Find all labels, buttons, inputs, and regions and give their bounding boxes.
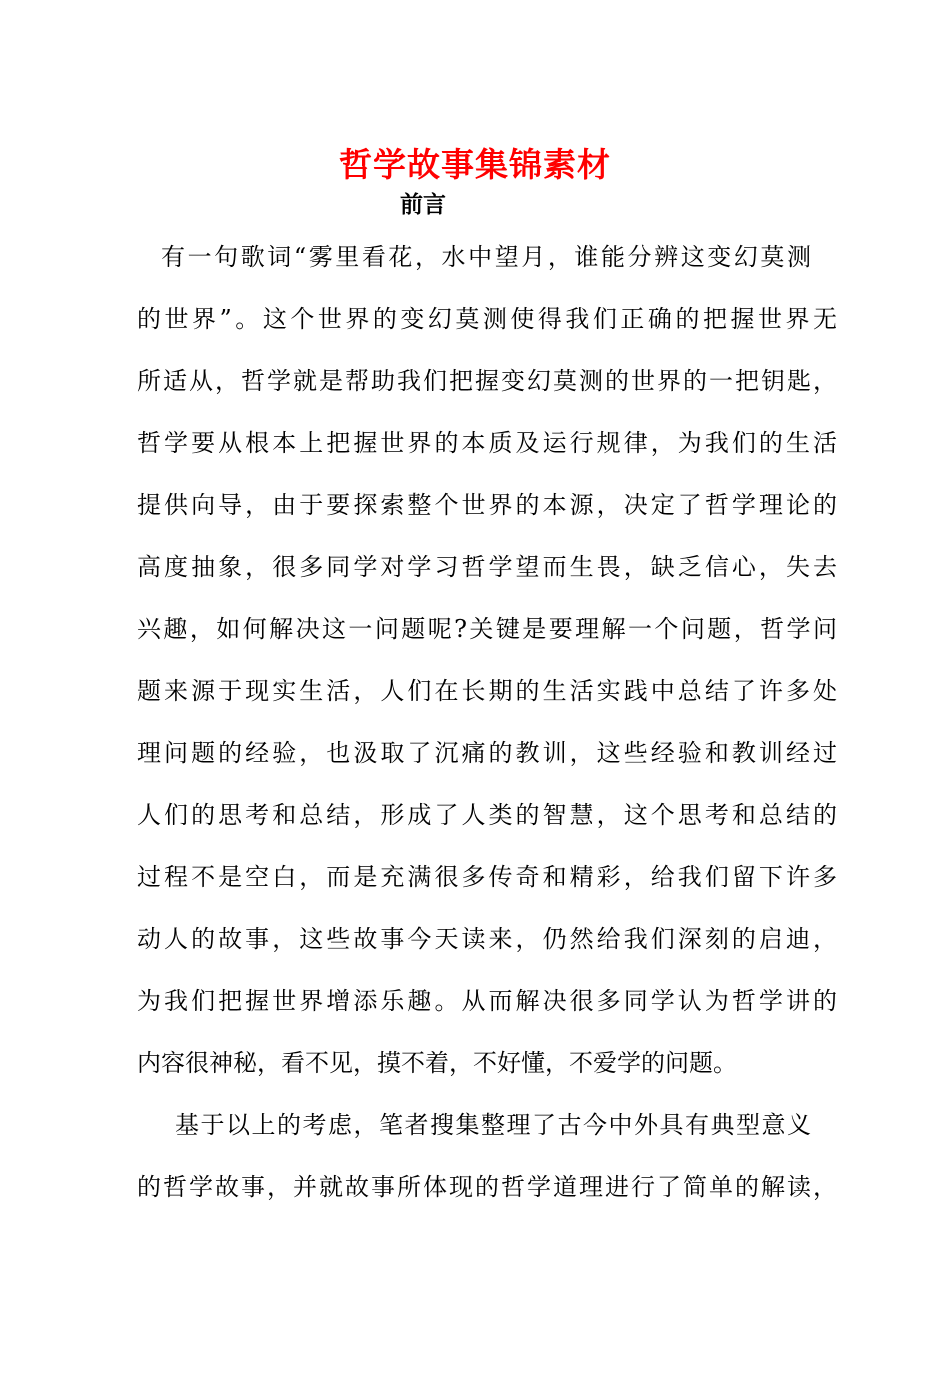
text-line: 题来源于现实生活，人们在长期的生活实践中总结了许多处 bbox=[137, 677, 837, 705]
text-line: 人们的思考和总结，形成了人类的智慧，这个思考和总结的 bbox=[137, 801, 837, 829]
text-line: 为我们把握世界增添乐趣。从而解决很多同学认为哲学讲的 bbox=[137, 987, 837, 1015]
text-line: 的世界”。这个世界的变幻莫测使得我们正确的把握世界无 bbox=[137, 305, 837, 333]
section-heading-preface: 前言 bbox=[400, 191, 446, 218]
text-line: 基于以上的考虑，笔者搜集整理了古今中外具有典型意义 bbox=[175, 1111, 811, 1139]
document-title: 哲学故事集锦素材 bbox=[339, 145, 611, 184]
text-line: 所适从，哲学就是帮助我们把握变幻莫测的世界的一把钥匙， bbox=[137, 367, 837, 395]
text-line: 动人的故事，这些故事今天读来，仍然给我们深刻的启迪， bbox=[137, 925, 837, 953]
text-line: 有一句歌词“雾里看花，水中望月，谁能分辨这变幻莫测 bbox=[161, 243, 811, 271]
text-line: 高度抽象，很多同学对学习哲学望而生畏，缺乏信心，失去 bbox=[137, 553, 837, 581]
text-line: 兴趣，如何解决这一问题呢?关键是要理解一个问题，哲学问 bbox=[137, 615, 837, 643]
text-line: 哲学要从根本上把握世界的本质及运行规律，为我们的生活 bbox=[137, 429, 837, 457]
text-line: 过程不是空白，而是充满很多传奇和精彩，给我们留下许多 bbox=[137, 863, 837, 891]
text-line: 的哲学故事，并就故事所体现的哲学道理进行了简单的解读， bbox=[137, 1173, 837, 1201]
text-line: 提供向导，由于要探索整个世界的本源，决定了哲学理论的 bbox=[137, 491, 837, 519]
text-line: 理问题的经验，也汲取了沉痛的教训，这些经验和教训经过 bbox=[137, 739, 837, 767]
text-line: 内容很神秘，看不见，摸不着，不好懂，不爱学的问题。 bbox=[137, 1049, 737, 1077]
